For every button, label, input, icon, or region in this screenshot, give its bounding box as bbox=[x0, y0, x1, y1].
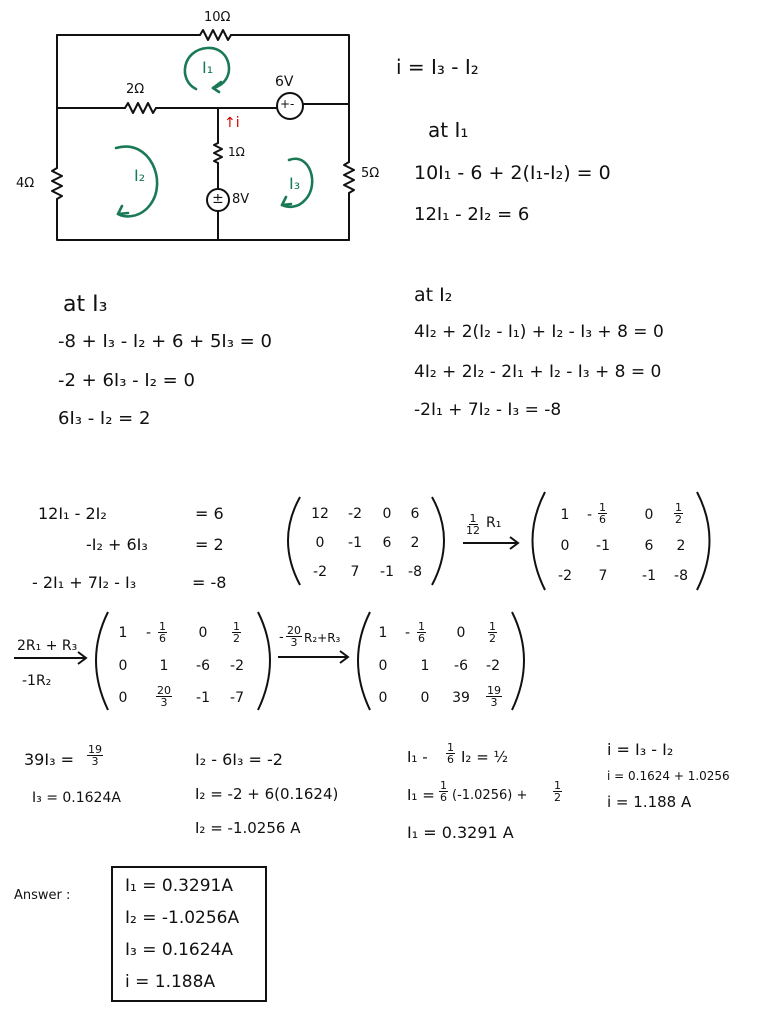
m2-fraction: $\frac{1}{2}$ bbox=[675, 501, 682, 526]
m1-cell: 6 bbox=[410, 506, 420, 522]
m4-cell: 0 bbox=[378, 690, 388, 706]
solve-i3-result: I₃ = 0.1624A bbox=[32, 790, 121, 806]
m2-cell: 0 bbox=[644, 507, 654, 523]
answer-label: Answer : bbox=[14, 888, 71, 903]
m1-cell: -8 bbox=[408, 564, 422, 580]
m1-cell: -2 bbox=[313, 564, 327, 580]
system-row3-lhs: - 2I₁ + 7I₂ - I₃ bbox=[32, 573, 137, 592]
m1-cell: 7 bbox=[350, 564, 360, 580]
heading-mesh-i1: at I₁ bbox=[428, 118, 469, 142]
m4-cell: 0 bbox=[456, 625, 466, 641]
label-4-ohm: 4Ω bbox=[16, 176, 35, 191]
op3-fraction: $\frac{20}{3}$ bbox=[287, 624, 301, 649]
m1-cell: 2 bbox=[410, 535, 420, 551]
m3-fraction: $\frac{20}{3}$ bbox=[157, 684, 171, 709]
label-10-ohm: 10Ω bbox=[204, 10, 231, 25]
system-row1-lhs: 12I₁ - 2I₂ bbox=[38, 504, 107, 523]
current-i-arrow: ↑i bbox=[224, 115, 240, 131]
mesh-i2-eq3: -2I₁ + 7I₂ - I₃ = -8 bbox=[414, 400, 562, 420]
system-row2-rhs: = 2 bbox=[195, 535, 224, 554]
m3-cell: 1 bbox=[118, 625, 128, 641]
solve-i2-eq1: I₂ - 6I₃ = -2 bbox=[195, 750, 283, 769]
solve-i1-eq3: I₁ = 0.3291 A bbox=[407, 823, 514, 842]
m3-cell: - bbox=[146, 625, 152, 641]
m4-cell: -2 bbox=[486, 658, 500, 674]
m1-cell: -1 bbox=[348, 535, 362, 551]
solve-i1-fraction: $\frac{1}{6}$ bbox=[447, 741, 454, 766]
m4-cell: -6 bbox=[454, 658, 468, 674]
solve-i3-lhs: 39I₃ = bbox=[24, 750, 74, 769]
solve-i-eq1: i = I₃ - I₂ bbox=[607, 740, 674, 759]
label-loop-i2: I₂ bbox=[134, 166, 146, 185]
op1-fraction: $\frac{1}{12}$ bbox=[466, 512, 480, 537]
mesh-i1-eq2: 12I₁ - 2I₂ = 6 bbox=[414, 204, 530, 225]
m4-cell: 1 bbox=[378, 625, 388, 641]
m2-cell: 7 bbox=[598, 568, 608, 584]
source-6v-sign: +- bbox=[280, 97, 295, 111]
m2-cell: -1 bbox=[596, 538, 610, 554]
relation-i: i = I₃ - I₂ bbox=[396, 55, 479, 79]
m1-cell: 12 bbox=[311, 506, 329, 522]
solve-i2-eq2: I₂ = -2 + 6(0.1624) bbox=[195, 785, 339, 803]
system-row3-rhs: = -8 bbox=[192, 573, 227, 592]
m3-cell: 1 bbox=[159, 658, 169, 674]
solve-i3-fraction: $\frac{19}{3}$ bbox=[88, 743, 102, 768]
solve-i2-eq3: I₂ = -1.0256 A bbox=[195, 819, 301, 837]
answer-i3: I₃ = 0.1624A bbox=[125, 940, 233, 960]
mesh-i3-eq3: 6I₃ - I₂ = 2 bbox=[58, 408, 151, 429]
answer-i2: I₂ = -1.0256A bbox=[125, 908, 240, 928]
label-6v: 6V bbox=[275, 74, 294, 90]
label-loop-i3: I₃ bbox=[289, 174, 301, 193]
m2-cell: - bbox=[587, 507, 593, 523]
m1-cell: -2 bbox=[348, 506, 362, 522]
solve-i1-eq1b: I₂ = ½ bbox=[461, 748, 509, 766]
m2-cell: -2 bbox=[558, 568, 572, 584]
m4-fraction: $\frac{1}{6}$ bbox=[418, 620, 425, 645]
label-2-ohm: 2Ω bbox=[126, 82, 145, 97]
solve-i1-fraction: $\frac{1}{6}$ bbox=[440, 779, 447, 804]
m2-cell: 6 bbox=[644, 538, 654, 554]
answer-i: i = 1.188A bbox=[125, 972, 216, 992]
solve-i1-eq2b: (-1.0256) + bbox=[452, 788, 528, 803]
m3-cell: 0 bbox=[118, 658, 128, 674]
mesh-i3-eq2: -2 + 6I₃ - I₂ = 0 bbox=[58, 370, 195, 391]
m3-cell: -7 bbox=[230, 690, 244, 706]
solve-i1-eq1a: I₁ - bbox=[407, 748, 428, 766]
m3-fraction: $\frac{1}{6}$ bbox=[159, 620, 166, 645]
mesh-i2-eq1: 4I₂ + 2(I₂ - I₁) + I₂ - I₃ + 8 = 0 bbox=[414, 322, 664, 342]
mesh-i1-eq1: 10I₁ - 6 + 2(I₁-I₂) = 0 bbox=[414, 162, 611, 184]
m1-cell: 6 bbox=[382, 535, 392, 551]
system-row1-rhs: = 6 bbox=[195, 504, 224, 523]
op1-label: R₁ bbox=[486, 515, 502, 531]
solve-i-eq3: i = 1.188 A bbox=[607, 793, 692, 811]
m4-cell: 1 bbox=[420, 658, 430, 674]
op3-label: R₂+R₃ bbox=[304, 631, 341, 645]
heading-mesh-i3: at I₃ bbox=[63, 292, 108, 317]
m2-cell: 1 bbox=[560, 507, 570, 523]
label-5-ohm: 5Ω bbox=[361, 166, 380, 181]
heading-mesh-i2: at I₂ bbox=[414, 284, 453, 306]
m4-fraction: $\frac{1}{2}$ bbox=[489, 620, 496, 645]
m1-cell: -1 bbox=[380, 564, 394, 580]
m3-cell: -1 bbox=[196, 690, 210, 706]
m2-cell: -1 bbox=[642, 568, 656, 584]
m1-cell: 0 bbox=[315, 535, 325, 551]
m3-cell: 0 bbox=[118, 690, 128, 706]
m4-cell: 0 bbox=[420, 690, 430, 706]
m3-cell: -2 bbox=[230, 658, 244, 674]
m2-cell: -8 bbox=[674, 568, 688, 584]
system-row2-lhs: -I₂ + 6I₃ bbox=[86, 535, 148, 554]
label-1-ohm: 1Ω bbox=[228, 145, 245, 159]
m2-fraction: $\frac{1}{6}$ bbox=[599, 501, 606, 526]
solve-i1-fraction: $\frac{1}{2}$ bbox=[554, 779, 561, 804]
op2-line2: -1R₂ bbox=[22, 673, 52, 689]
m3-cell: 0 bbox=[198, 625, 208, 641]
m4-cell: 39 bbox=[452, 690, 470, 706]
answer-i1: I₁ = 0.3291A bbox=[125, 876, 233, 896]
m4-cell: 0 bbox=[378, 658, 388, 674]
op3-prefix: - bbox=[279, 630, 284, 645]
m2-cell: 2 bbox=[676, 538, 686, 554]
solve-i-eq2: i = 0.1624 + 1.0256 bbox=[607, 769, 730, 783]
label-loop-i1: I₁ bbox=[202, 58, 214, 77]
m4-fraction: $\frac{19}{3}$ bbox=[487, 684, 501, 709]
m4-cell: - bbox=[405, 625, 411, 641]
mesh-i2-eq2: 4I₂ + 2I₂ - 2I₁ + I₂ - I₃ + 8 = 0 bbox=[414, 362, 662, 382]
m3-cell: -6 bbox=[196, 658, 210, 674]
op2-line1: 2R₁ + R₃ bbox=[17, 638, 78, 654]
label-8v: 8V bbox=[232, 192, 250, 207]
solve-i1-eq2a: I₁ = bbox=[407, 786, 435, 804]
mesh-i3-eq1: -8 + I₃ - I₂ + 6 + 5I₃ = 0 bbox=[58, 331, 272, 352]
m3-fraction: $\frac{1}{2}$ bbox=[233, 620, 240, 645]
m2-cell: 0 bbox=[560, 538, 570, 554]
m1-cell: 0 bbox=[382, 506, 392, 522]
source-8v-sign: ± bbox=[212, 191, 224, 207]
